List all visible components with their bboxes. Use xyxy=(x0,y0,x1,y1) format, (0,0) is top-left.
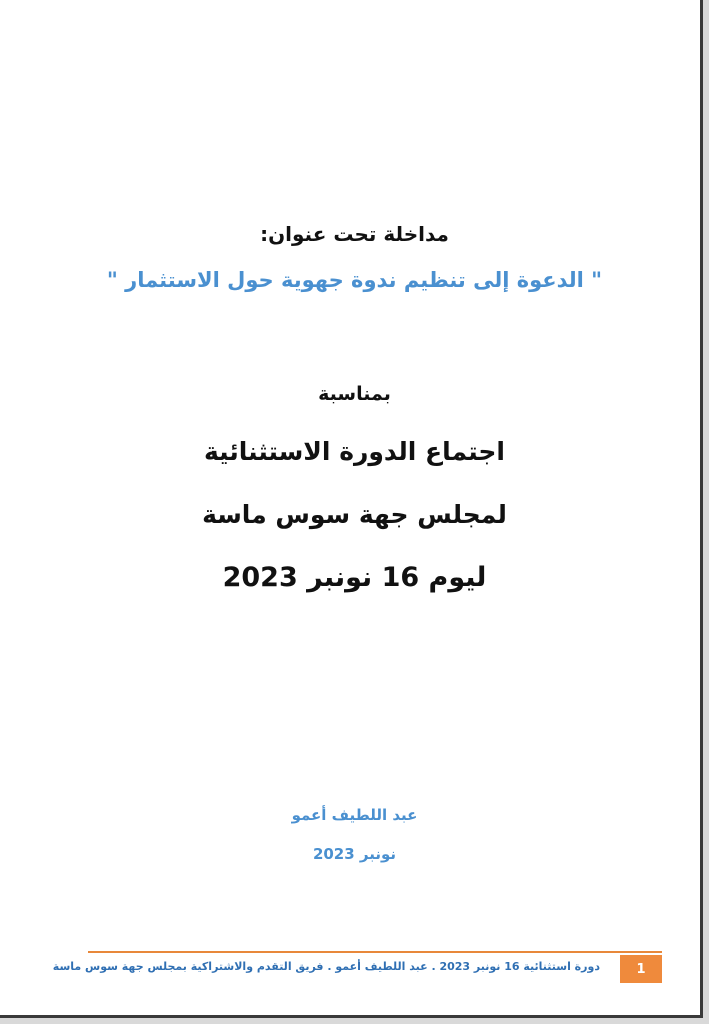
footer-divider xyxy=(88,951,662,953)
document-month: نونبر 2023 xyxy=(312,845,397,863)
page-number-badge: 1 xyxy=(620,955,662,983)
intro-heading: مداخلة تحت عنوان: xyxy=(260,222,449,246)
council-heading: لمجلس جهة سوس ماسة xyxy=(202,500,507,529)
occasion-label: بمناسبة xyxy=(318,383,391,405)
document-title: " الدعوة إلى تنظيم ندوة جهوية حول الاستثمار " xyxy=(106,268,603,292)
author-name: عبد اللطيف أعمو xyxy=(291,806,418,824)
footer-text: دورة استثنائية 16 نونبر 2023 . عبد اللطيف أعمو . فريق التقدم والاشتراكية بمجلس جهة سوس ماسة xyxy=(52,960,600,973)
meeting-date: ليوم 16 نونبر 2023 xyxy=(222,562,487,593)
meeting-heading: اجتماع الدورة الاستثنائية xyxy=(203,437,506,466)
